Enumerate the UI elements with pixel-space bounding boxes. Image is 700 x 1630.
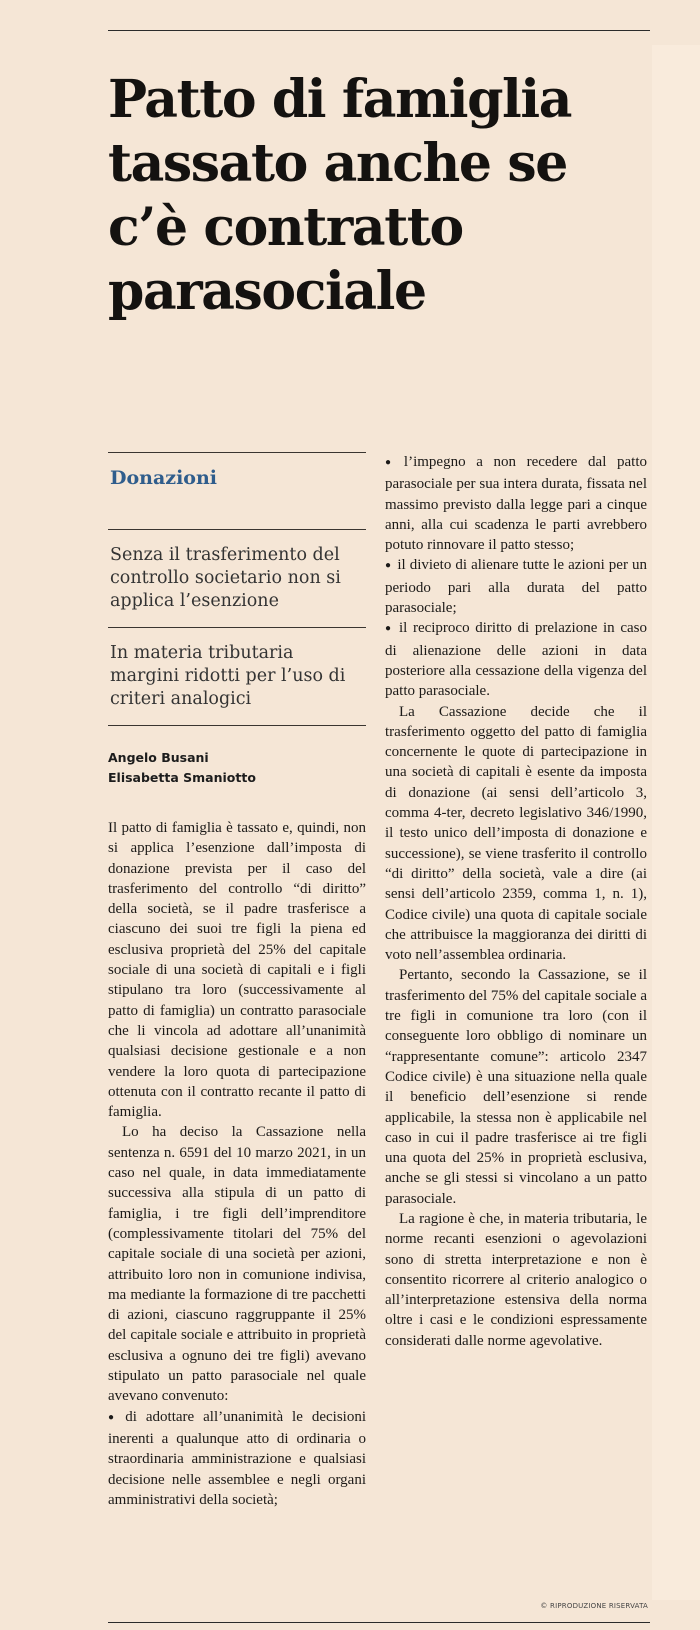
section-rubric: Donazioni: [110, 467, 217, 489]
bullet-item: ● di adottare all’unanimità le decisioni inerenti a qualunque atto di ordinaria o straordinaria amministrazione e qualsiasi decisione nelle assemblee e negli organi amministrativi della società;: [108, 1407, 366, 1510]
body-paragraph: Il patto di famiglia è tassato e, quindi, non si applica l’esenzione dall’imposta di donazione prevista per il caso del trasferimento del controllo “di diritto” della società, se il padre trasferisce a ciascuno dei suoi tre figli la piena ed esclusiva proprietà del 25% del capitale sociale di una società di capitali e i figli stipulano tra loro (successivamente al patto di famiglia) un contratto parasociale che li vincola ad adottare all’unanimità qualsiasi decisione gestionale e a non vendere la loro quota di partecipazione ottenuta con il contratto recante il patto di famiglia.: [108, 820, 366, 1121]
summary-rule-1: [108, 529, 366, 530]
byline: [108, 748, 366, 788]
rubric-rule-top: [108, 452, 366, 453]
bullet-item: ● il divieto di alienare tutte le azioni per un periodo pari alla durata del patto parasociale;: [385, 555, 647, 618]
summary-1: Senza il trasferimento del controllo societario non si applica l’esenzione: [110, 545, 341, 611]
author-name: Elisabetta Smaniotto: [108, 770, 256, 785]
left-column: [108, 452, 366, 1510]
right-column: [385, 452, 647, 1351]
author-name: Angelo Busani: [108, 750, 209, 765]
top-rule: [108, 30, 650, 31]
summary-rule-2: [108, 627, 366, 628]
bullet-item: ● il reciproco diritto di prelazione in caso di alienazione delle azioni in data posteriore alla cessazione della vigenza del patto parasociale.: [385, 618, 647, 701]
body-right: [385, 452, 647, 1351]
body-left: [108, 818, 366, 1510]
bottom-rule: [108, 1622, 650, 1623]
body-paragraph: Lo ha deciso la Cassazione nella sentenza n. 6591 del 10 marzo 2021, in un caso nel quale, in data immediatamente successiva alla stipula di un patto di famiglia, i tre figli dell’imprenditore (complessivamente titolari del 75% del capitale sociale di una società per azioni, attribuito loro non in comunione indivisa, ma mediante la formazione di tre pacchetti di azioni, ciascuno raggruppante il 25% del capitale sociale e attribuito in proprietà esclusiva a ognuno dei tre figli) avevano stipulato un patto parasociale nel quale avevano convenuto:: [108, 1124, 366, 1405]
adjacent-page-strip: [652, 45, 700, 1600]
headline: Patto di famiglia tassato anche se c’è contratto parasociale: [108, 69, 572, 322]
summary-rule-3: [108, 725, 366, 726]
body-paragraph: La Cassazione decide che il trasferimento oggetto del patto di famiglia concernente le quote di partecipazione in una società di capitali è esente da imposta di donazione (ai sensi dell’articolo 3, comma 4-ter, decreto legislativo 346/1990, il testo unico dell’imposta di donazione e successione), se viene trasferito il controllo “di diritto” della società, vale a dire (ai sensi dell’articolo 2359, comma 1, n. 1), Codice civile) una quota di capitale sociale che attribuisce la maggioranza dei diritti di voto nell’assemblea ordinaria.: [385, 703, 647, 964]
bullet-item: ● l’impegno a non recedere dal patto parasociale per sua intera durata, fissata nel massimo previsto dalla legge pari a cinque anni, alla cui scadenza le parti avrebbero potuto rinnovare il patto stesso;: [385, 452, 647, 555]
body-paragraph: Pertanto, secondo la Cassazione, se il trasferimento del 75% del capitale sociale a tre figli in comunione tra loro (con il conseguente loro obbligo di nominare un “rappresentante comune”: articolo 2347 Codice civile) è una situazione nella quale il beneficio dell’esenzione si rende applicabile, la stessa non è applicabile nel caso in cui il padre trasferisce ai tre figli una quota del 25% in proprietà esclusiva, anche se gli stessi si vincolano a un patto parasociale.: [385, 967, 647, 1207]
copyright-notice: © RIPRODUZIONE RISERVATA: [540, 1602, 648, 1610]
summary-2: In materia tributaria margini ridotti per l’uso di criteri analogici: [110, 643, 346, 709]
body-paragraph: La ragione è che, in materia tributaria, le norme recanti esenzioni o agevolazioni sono di stretta interpretazione e non è consentito ricorrere al criterio analogico o all’interpretazione estensiva della norma oltre i casi e le condizioni espressamente considerati dalle norme agevolative.: [385, 1210, 647, 1349]
